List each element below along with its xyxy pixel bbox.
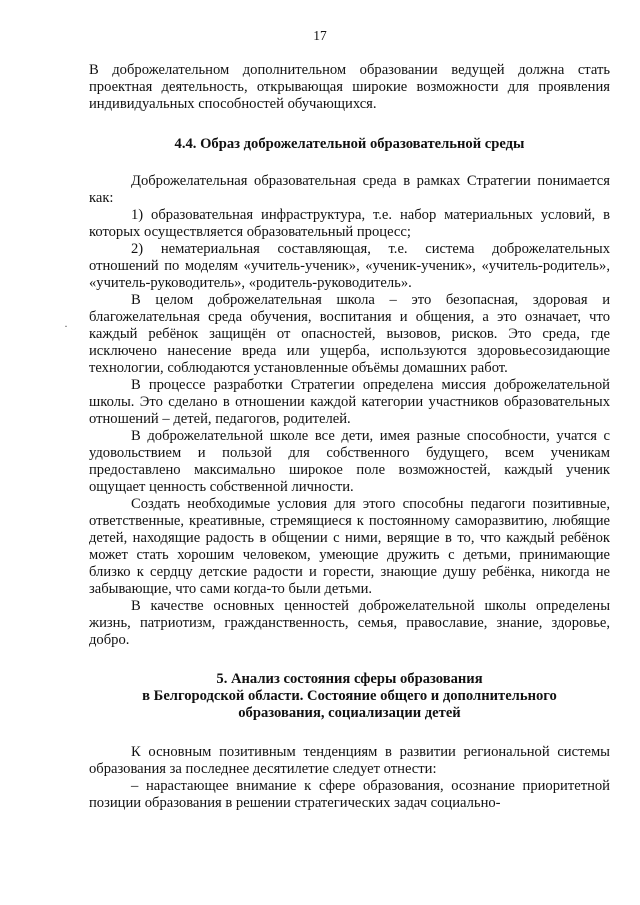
intro-paragraph: В доброжелательном дополнительном образовании ведущей должна стать проектная деятельность, открывающая широкие возможности для проявления индивидуальных способностей обучающихся.	[89, 62, 610, 112]
paragraph: В качестве основных ценностей доброжелательной школы определены жизнь, патриотизм, гражданственность, семья, православие, знание, здоровье, добро.	[89, 598, 610, 648]
paragraph: К основным позитивным тенденциям в развитии региональной системы образования за последнее десятилетие следует отнести:	[89, 744, 610, 777]
list-item: 1) образовательная инфраструктура, т.е. набор материальных условий, в которых осуществляется образовательный процесс;	[89, 207, 610, 240]
paragraph: В целом доброжелательная школа – это безопасная, здоровая и благожелательная среда обучения, воспитания и общения, а это означает, что каждый ребёнок защищён от опасностей, вызовов, рисков. Это среда, где исключено нанесение вреда или ущерба, используются здоровьесозидающие технологии, соблюдаются установленные объёмы домашних работ.	[89, 292, 610, 376]
page-body	[89, 62, 610, 812]
paragraph: Доброжелательная образовательная среда в рамках Стратегии понимается как:	[89, 173, 610, 206]
section-4-4-heading: 4.4. Образ доброжелательной образовательной среды	[174, 136, 525, 152]
list-item: – нарастающее внимание к сфере образования, осознание приоритетной позиции образования в решении стратегических задач социально-	[89, 778, 610, 811]
section-5-heading-line: в Белгородской области. Состояние общего и дополнительного	[142, 688, 557, 704]
section-5-heading-line: 5. Анализ состояния сферы образования	[216, 671, 483, 687]
page-number: 17	[313, 28, 327, 43]
section-5-heading-line: образования, социализации детей	[238, 705, 461, 721]
margin-mark: ·	[64, 319, 68, 333]
section-5-heading	[89, 671, 610, 722]
paragraph: Создать необходимые условия для этого способны педагоги позитивные, ответственные, креативные, стремящиеся к постоянному саморазвитию, любящие детей, находящие радость в общении с ними, верящие в то, что каждый ребёнок может стать хорошим человеком, умеющие дружить с детьми, принимающие близко к сердцу детские радости и горести, знающие душу ребёнка, никогда не забывающие, что сами когда-то были детьми.	[89, 496, 610, 597]
paragraph: В доброжелательной школе все дети, имея разные способности, учатся с удовольствием и пользой для собственного будущего, всем ученикам предоставлено максимально широкое поле возможностей, каждый ученик ощущает ценность собственной личности.	[89, 428, 610, 495]
paragraph: В процессе разработки Стратегии определена миссия доброжелательной школы. Это сделано в отношении каждой категории участников образовательных отношений – детей, педагогов, родителей.	[89, 377, 610, 427]
list-item: 2) нематериальная составляющая, т.е. система доброжелательных отношений по моделям «учитель-ученик», «ученик-ученик», «учитель-родитель», «учитель-руководитель», «родитель-руководитель».	[89, 241, 610, 291]
